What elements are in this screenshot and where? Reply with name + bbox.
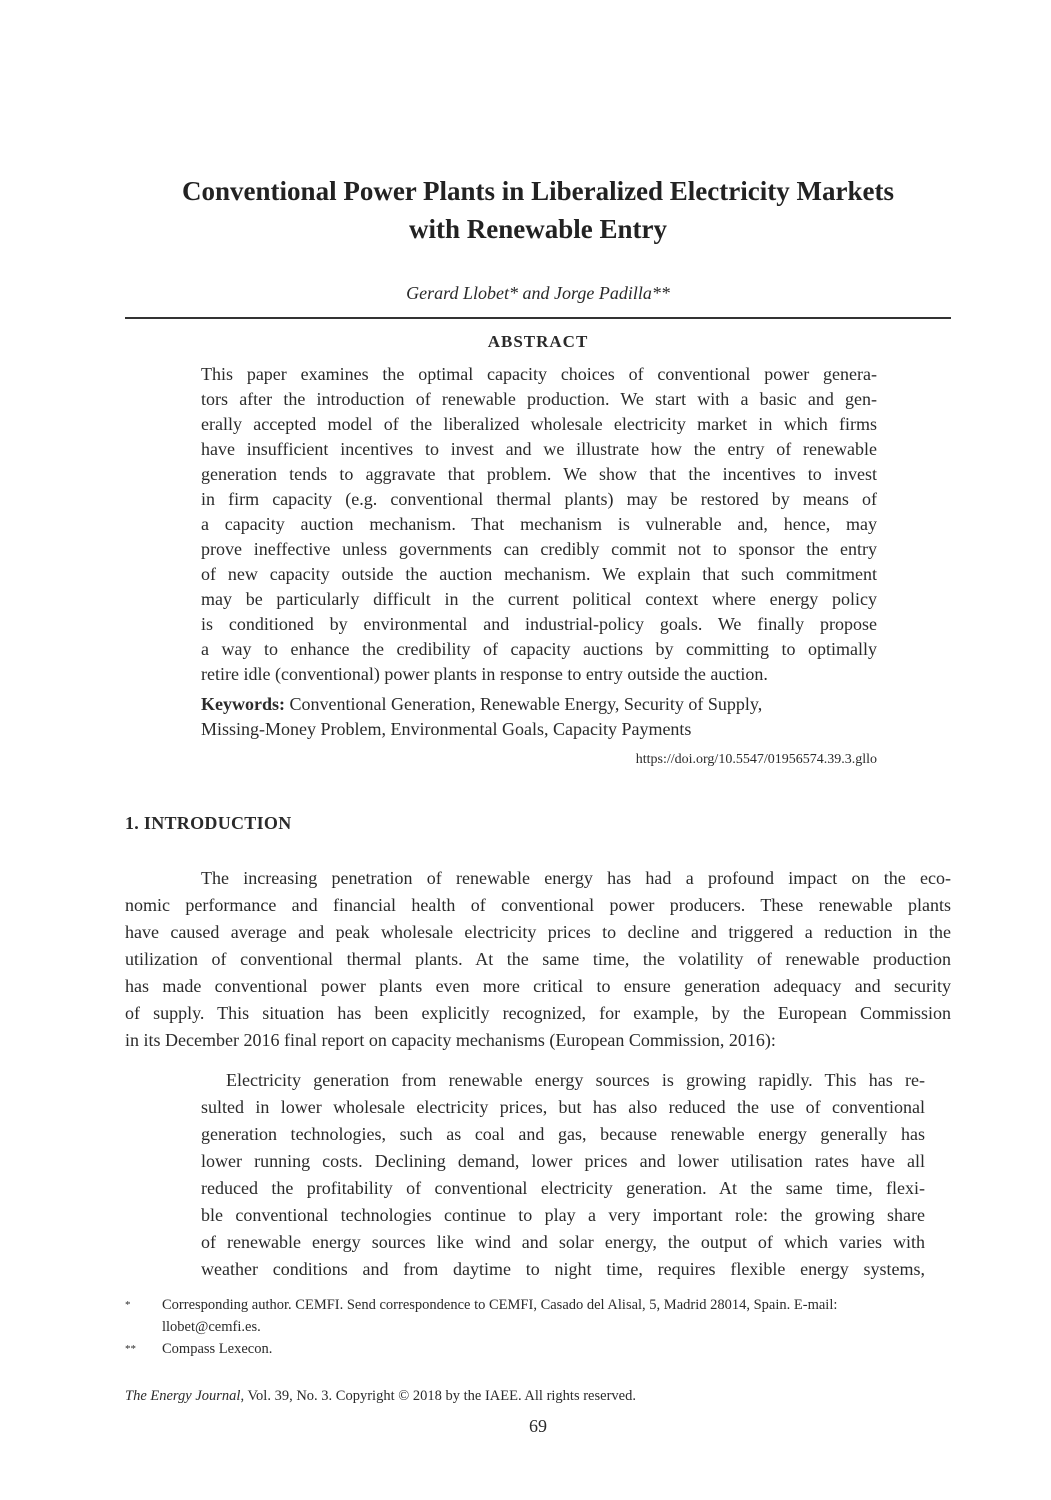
abstract-line: This paper examines the optimal capacity choices of conventional power genera- [201,364,877,384]
footnote-text: Compass Lexecon. [162,1341,273,1357]
footnotes [125,1294,951,1360]
quote-line: sulted in lower wholesale electricity prices, but has also reduced the use of conventional [201,1097,925,1117]
paragraph-line: have caused average and peak wholesale electricity prices to decline and triggered a reduction in the [125,922,951,942]
quote-line: of renewable energy sources like wind and solar energy, the output of which varies with [201,1232,925,1252]
page-number: 69 [529,1416,547,1436]
abstract-body [201,362,877,687]
keywords-line-1 [201,692,877,717]
abstract-line: a way to enhance the credibility of capacity auctions by committing to optimally [201,639,877,659]
quote-line: ble conventional technologies continue to play a very important role: the growing share [201,1205,925,1225]
title-line-1: Conventional Power Plants in Liberalized Electricity Markets [182,176,894,206]
footnote-mark: * [125,1299,131,1311]
abstract-heading: ABSTRACT [487,332,589,351]
paragraph-line: of supply. This situation has been explicitly recognized, for example, by the European Commission [125,1003,951,1023]
block-quote [201,1067,925,1283]
abstract-line: erally accepted model of the liberalized wholesale electricity market in which firms [201,414,877,434]
abstract-line: prove ineffective unless governments can credibly commit not to sponsor the entry [201,539,877,559]
footnote [125,1294,951,1338]
keywords-text-1: Conventional Generation, Renewable Energy, Security of Supply, [285,694,763,714]
abstract-line: have insufficient incentives to invest and we illustrate how the entry of renewable [201,439,877,459]
footnote-email[interactable]: llobet@cemfi.es. [162,1319,261,1335]
quote-line: reduced the profitability of conventional electricity generation. At the same time, flexi- [201,1178,925,1198]
abstract-line: retire idle (conventional) power plants in response to entry outside the auction. [201,664,768,684]
section-heading: 1. INTRODUCTION [125,813,292,833]
paragraph-line: utilization of conventional thermal plants. At the same time, the volatility of renewable production [125,949,951,969]
abstract-line: of new capacity outside the auction mechanism. We explain that such commitment [201,564,877,584]
authors: Gerard Llobet* and Jorge Padilla** [406,283,670,303]
keywords [201,692,877,742]
quote-line: generation technologies, such as coal and gas, because renewable energy generally has [201,1124,925,1144]
paragraph-line: The increasing penetration of renewable energy has had a profound impact on the eco- [201,868,951,888]
abstract-line: tors after the introduction of renewable production. We start with a basic and gen- [201,389,877,409]
quote-line: Electricity generation from renewable energy sources is growing rapidly. This has re- [226,1070,925,1090]
abstract-line: in firm capacity (e.g. conventional thermal plants) may be restored by means of [201,489,877,509]
paragraph-line: has made conventional power plants even more critical to ensure generation adequacy and security [125,976,951,996]
abstract-line: generation tends to aggravate that problem. We show that the incentives to invest [201,464,877,484]
journal-details: , Vol. 39, No. 3. Copyright © 2018 by the IAEE. All rights reserved. [240,1388,636,1404]
quote-line: weather conditions and from daytime to night time, requires flexible energy systems, [201,1259,925,1279]
footnote [125,1338,951,1360]
title-line-2: with Renewable Entry [409,214,667,244]
title-rule [125,317,951,319]
journal-citation [125,1386,636,1406]
abstract-line: is conditioned by environmental and industrial-policy goals. We finally propose [201,614,877,634]
doi-link[interactable]: https://doi.org/10.5547/01956574.39.3.gllo [635,752,877,767]
keywords-line-2: Missing-Money Problem, Environmental Goals, Capacity Payments [201,719,692,739]
journal-name: The Energy Journal [125,1388,241,1404]
footnote-text: Corresponding author. CEMFI. Send correspondence to CEMFI, Casado del Alisal, 5, Madrid 28014, Spain. E-mail: [162,1297,838,1313]
abstract-line: may be particularly difficult in the current political context where energy policy [201,589,877,609]
paper-title [125,172,951,248]
paragraph-line: nomic performance and financial health of conventional power producers. These renewable plants [125,895,951,915]
keywords-label: Keywords: [201,694,285,714]
paragraph-line: in its December 2016 final report on capacity mechanisms (European Commission, 2016): [125,1030,776,1050]
quote-line: lower running costs. Declining demand, lower prices and lower utilisation rates have all [201,1151,925,1171]
abstract-line: a capacity auction mechanism. That mechanism is vulnerable and, hence, may [201,514,877,534]
intro-paragraph [125,865,951,1054]
footnote-mark: ** [125,1343,136,1355]
